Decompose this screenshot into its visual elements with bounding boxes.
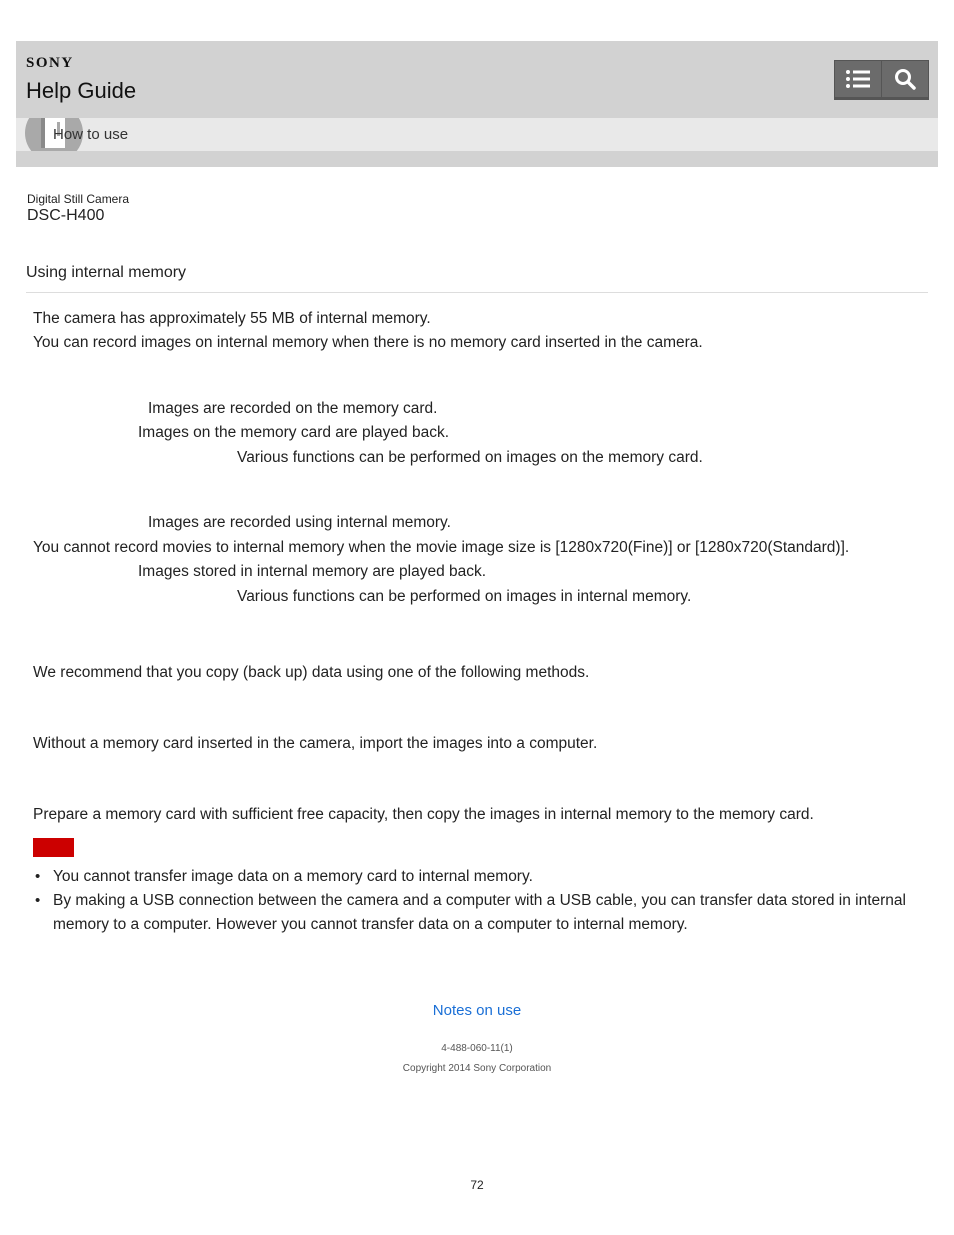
model-name: DSC-H400: [27, 207, 105, 224]
note-text: By making a USB connection between the camera and a computer with a USB cable, you can transfer data stored in internal memory to a computer. However you cannot transfer data on a computer to internal memory.: [53, 892, 906, 933]
backup-memory-card-text: Prepare a memory card with sufficient free capacity, then copy the images in internal memory to the memory card.: [33, 806, 814, 823]
header-button-group: [834, 60, 929, 100]
page-number: 72: [470, 1178, 484, 1192]
search-button[interactable]: [882, 61, 928, 97]
notes-list: [33, 865, 913, 937]
how-to-use-link[interactable]: How to use: [53, 126, 129, 143]
copyright-notice: Copyright 2014 Sony Corporation: [402, 1063, 552, 1074]
subnav-bar: [16, 118, 938, 151]
bullet-icon: •: [35, 868, 41, 885]
note-item: [33, 865, 913, 889]
sony-logo: SONY: [26, 55, 74, 71]
internal-recording-text: Images are recorded using internal memory.: [148, 514, 451, 531]
internal-menu-text: Various functions can be performed on images in internal memory.: [237, 588, 692, 605]
search-icon: [893, 67, 917, 91]
page-title: Using internal memory: [26, 264, 187, 281]
document-number: 4-488-060-11(1): [441, 1043, 513, 1054]
note-item: [33, 889, 913, 937]
header-bar: [16, 41, 938, 118]
header-lower-bar: [16, 151, 938, 167]
backup-recommendation: We recommend that you copy (back up) data using one of the following methods.: [33, 664, 590, 681]
note-text: You cannot transfer image data on a memory card to internal memory.: [53, 868, 533, 885]
card-recording-text: Images are recorded on the memory card.: [148, 400, 438, 417]
bullet-icon: •: [35, 892, 41, 909]
help-guide-title: Help Guide: [26, 78, 137, 103]
contents-button[interactable]: [835, 61, 881, 97]
card-menu-text: Various functions can be performed on images on the memory card.: [237, 449, 703, 466]
notes-on-use-link[interactable]: Notes on use: [432, 1002, 522, 1019]
note-badge: [33, 838, 74, 857]
internal-movie-note: You cannot record movies to internal memory when the movie image size is [1280x720(Fine)] or [1280x720(Standard)].: [33, 539, 850, 556]
card-playback-text: Images on the memory card are played back.: [138, 424, 450, 441]
title-divider: [26, 292, 928, 293]
list-icon: [845, 68, 871, 90]
intro-line-1: The camera has approximately 55 MB of internal memory.: [33, 310, 431, 327]
product-line: Digital Still Camera: [27, 192, 130, 206]
internal-playback-text: Images stored in internal memory are played back.: [138, 563, 487, 580]
intro-line-2: You can record images on internal memory when there is no memory card inserted in the camera.: [33, 334, 703, 351]
backup-computer-text: Without a memory card inserted in the camera, import the images into a computer.: [33, 735, 598, 752]
